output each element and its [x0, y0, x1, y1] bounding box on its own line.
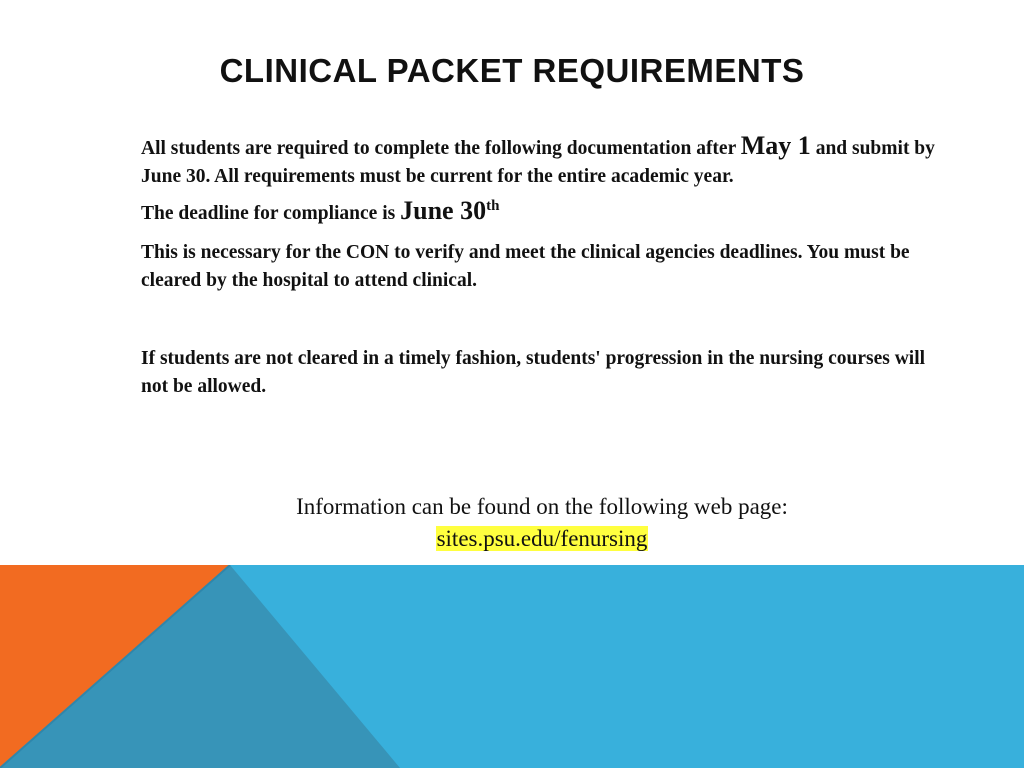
web-page-link[interactable]: sites.psu.edu/fenursing	[436, 526, 648, 551]
deadline-label: The deadline for compliance is	[141, 203, 401, 224]
requirements-text-start: All students are required to complete the following documentation after	[141, 138, 741, 159]
slide-title: CLINICAL PACKET REQUIREMENTS	[219, 52, 805, 89]
info-text: Information can be found on the following web page:	[296, 494, 788, 519]
deadline-date-suffix: th	[486, 198, 500, 214]
paragraph-requirements	[141, 132, 941, 191]
info-block	[0, 491, 1024, 555]
paragraph-necessity: This is necessary for the CON to verify and meet the clinical agencies deadlines. You must be cleared by the hospital to attend clinical.	[141, 242, 910, 291]
start-date: May 1	[740, 131, 811, 160]
slide-body	[141, 132, 941, 401]
paragraph-deadline	[141, 197, 941, 228]
deadline-date: June 30	[400, 196, 487, 225]
paragraph-progression: If students are not cleared in a timely fashion, students' progression in the nursing courses will not be allowed.	[141, 348, 926, 397]
footer-decoration	[0, 565, 1024, 768]
requirements-text-end: and submit by June 30. All requirements must be current for the entire academic year.	[141, 138, 935, 187]
